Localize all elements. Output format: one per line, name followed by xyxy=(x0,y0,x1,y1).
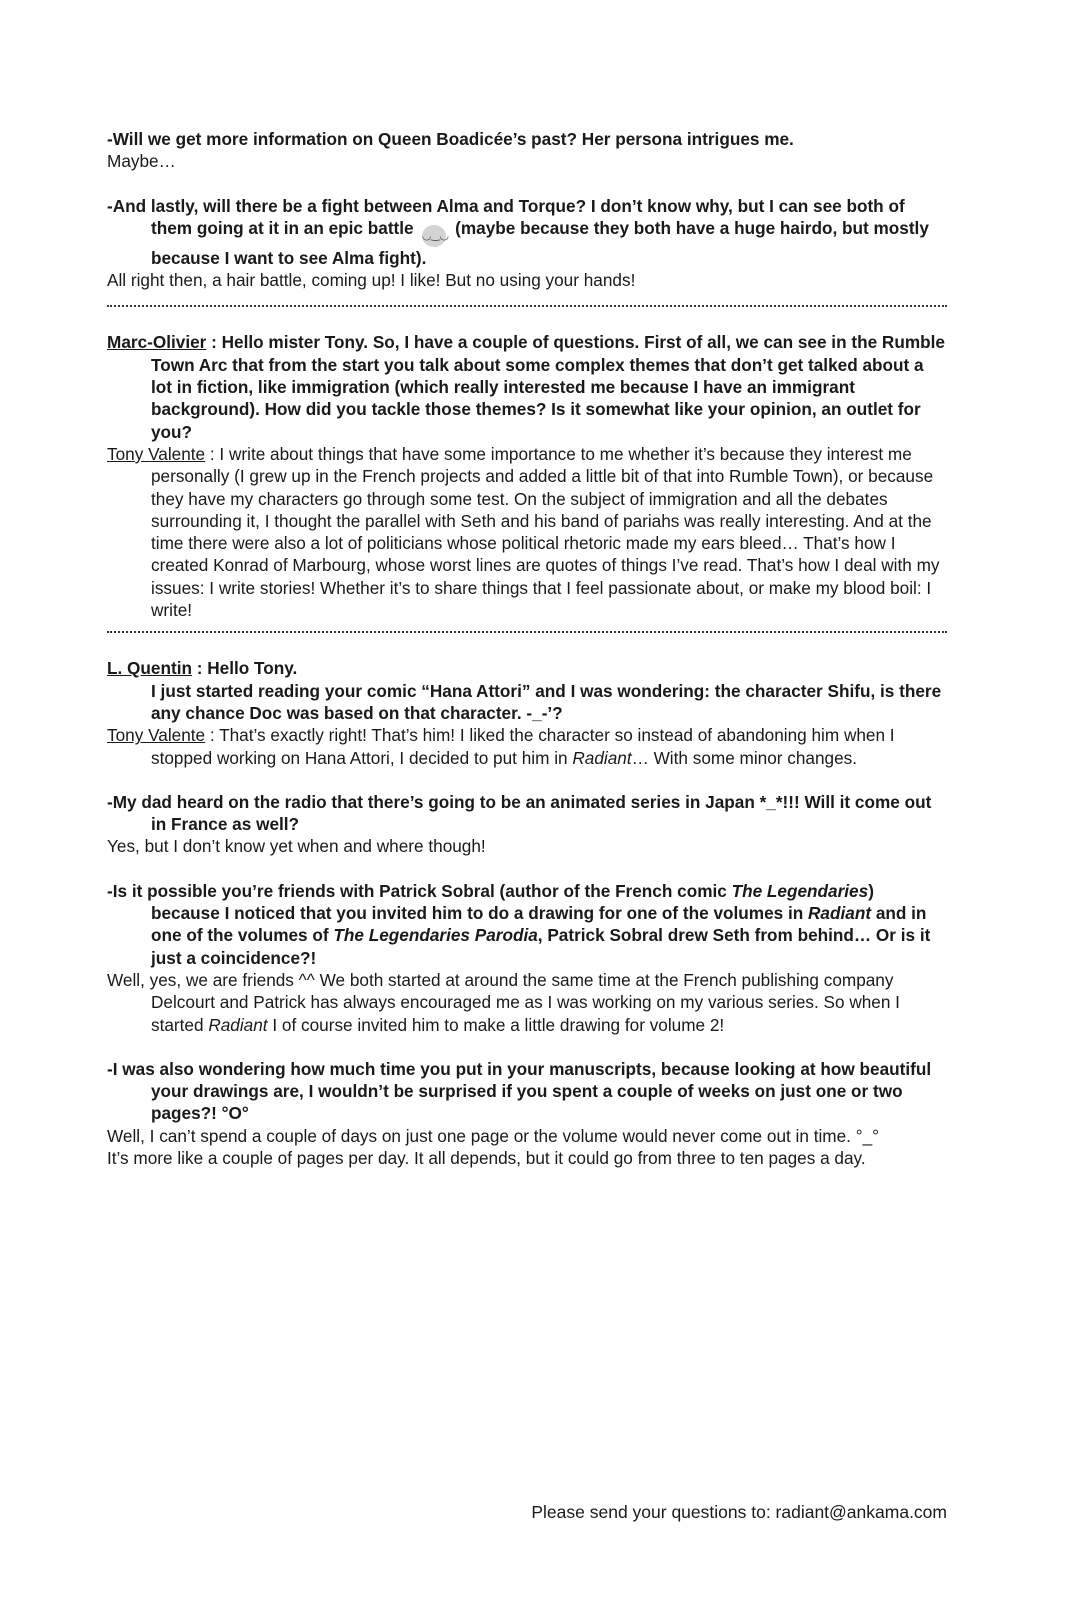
responder-name: Tony Valente xyxy=(107,725,206,746)
asker-name: L. Quentin xyxy=(107,658,192,679)
question-text: : Hello mister Tony. So, I have a couple of questions. First of all, we can see in the Rumble Town Arc that from the start you talk about some complex themes that don’t get talked about a lot in fiction, like immigration (which really interested me because I have an immigrant background). How did you tackle those themes? Is it somewhat like your opinion, an outlet for you? xyxy=(151,332,945,442)
q3-b: ) because I noticed that you invited him to do a drawing for one of the volumes in xyxy=(151,880,874,924)
answer-anime: Yes, but I don’t know yet when and where though! xyxy=(107,836,486,857)
smile-icon: ◡‿◡ xyxy=(422,225,446,247)
q3-title-parodia: The Legendaries Parodia xyxy=(333,925,538,946)
answer-title-radiant: Radiant xyxy=(572,747,632,768)
answer-marc-olivier xyxy=(107,443,947,621)
dotted-divider xyxy=(107,631,947,633)
answer-manuscripts-line2: It’s more like a couple of pages per day. It all depends, but it could go from three to ten pages a day. xyxy=(107,1147,866,1168)
question-alma-part2: (maybe because they both have a huge hairdo, but mostly because I want to see Alma fight). xyxy=(151,217,929,268)
q3-a: -Is it possible you’re friends with Patrick Sobral (author of the French comic xyxy=(107,880,732,901)
question-boadicee: -Will we get more information on Queen Boadicée’s past? Her persona intrigues me. xyxy=(107,129,794,149)
greeting-text: : Hello Tony. xyxy=(191,658,298,679)
question-alma-part1: -And lastly, will there be a fight between Alma and Torque? I don’t know why, but I can see both of them going at it in an epic battle xyxy=(107,195,905,238)
a3-title-radiant: Radiant xyxy=(208,1014,268,1035)
asker-name: Marc-Olivier xyxy=(107,332,207,353)
answer-boadicee: Maybe… xyxy=(107,151,176,172)
q3-d: , Patrick Sobral drew Seth from behind… Or is it just a coincidence?! xyxy=(151,925,931,968)
q3-title-radiant: Radiant xyxy=(808,903,872,924)
a3-a: Well, yes, we are friends ^^ We both started at around the same time at the French publishing company Delcourt and Patrick has always encouraged me as I was working on my various series. So when I started xyxy=(107,969,900,1035)
question-manuscripts: -I was also wondering how much time you put in your manuscripts, because looking at how beautiful your drawings are, I wouldn’t be surprised if you spent a couple of weeks on just one or two pages?! °O° xyxy=(107,1058,932,1124)
letters-page xyxy=(107,128,947,1169)
answer-sobral xyxy=(107,969,947,1036)
answer-alma-torque: All right then, a hair battle, coming up! I like! But no using your hands! xyxy=(107,270,636,291)
footer-contact: Please send your questions to: radiant@ankama.com xyxy=(531,1502,947,1522)
answer-manuscripts-line1: Well, I can’t spend a couple of days on just one page or the volume would never come out in time. °_° xyxy=(107,1125,880,1146)
q3-c: and in one of the volumes of xyxy=(151,903,927,946)
responder-name: Tony Valente xyxy=(107,443,206,464)
answer-text: : I write about things that have some importance to me whether it’s because they interest me personally (I grew up in the French projects and added a little bit of that into Rumble Town), or because they have my characters go through some test. On the subject of immigration and all the debates surrounding it, I thought the parallel with Seth and his band of pariahs was really interesting. And at the time there were also a lot of politicians whose political rhetoric made my ears bleed… That’s how I created Konrad of Marbourg, whose worst lines are quotes of things I’ve read. That’s how I deal with my issues: I write stories! Whether it’s to share things that I feel passionate about, or make my blood boil: I write! xyxy=(151,443,940,621)
greeting-quentin xyxy=(107,657,947,679)
answer-quentin xyxy=(107,724,947,769)
answer-text-a: : That’s exactly right! That’s him! I liked the character so instead of abandoning him when I stopped working on Hana Attori, I decided to put him in xyxy=(151,725,895,768)
question-anime: -My dad heard on the radio that there’s going to be an animated series in Japan *_*!!! Will it come out in France as well? xyxy=(107,791,932,835)
question-sobral xyxy=(107,880,947,969)
question-quentin: I just started reading your comic “Hana Attori” and I was wondering: the character Shifu, is there any chance Doc was based on that character. -_-’? xyxy=(151,680,942,723)
question-alma-torque xyxy=(107,195,947,270)
answer-text-b: … With some minor changes. xyxy=(631,747,858,768)
question-marc-olivier xyxy=(107,331,947,442)
q3-title-legendaries: The Legendaries xyxy=(731,880,869,901)
dotted-divider xyxy=(107,305,947,307)
a3-b: I of course invited him to make a little drawing for volume 2! xyxy=(267,1014,725,1035)
